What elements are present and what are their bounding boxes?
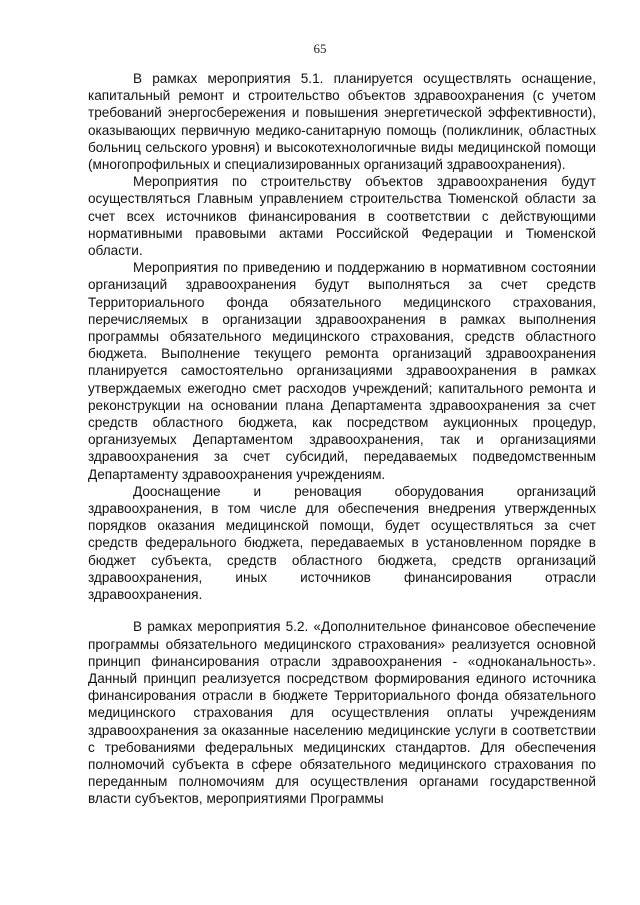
- paragraph: Мероприятия по строительству объектов здравоохранения будут осуществляться Главным управлением строительства Тюменской области за счет всех источников финансирования в соответствии с действующими нормативными правовыми актами Российской Федерации и Тюменской области.: [88, 174, 596, 259]
- paragraph: В рамках мероприятия 5.2. «Дополнительное финансовое обеспечение программы обязательного медицинского страхования» реализуется основной принцип финансирования отрасли здравоохранения - «одноканальность». Данный принцип реализуется посредством формирования единого источника финансирования отрасли в бюджете Территориального фонда обязательного медицинского страхования для осуществления оплаты учреждениям здравоохранения за оказанные населению медицинские услуги в соответствии с требованиями федеральных медицинских стандартов. Для обеспечения полномочий субъекта в сфере обязательного медицинского страхования по переданным полномочиям для осуществления органами государственной власти субъектов, мероприятиями Программы: [88, 619, 596, 807]
- document-body: [88, 70, 596, 808]
- section-gap: [88, 603, 596, 618]
- paragraph: Мероприятия по приведению и поддержанию в нормативном состоянии организаций здравоохранения будут выполняться за счет средств Территориального фонда обязательного медицинского страхования, перечисляемых в организации здравоохранения в рамках выполнения программы обязательного медицинского страхования, средств областного бюджета. Выполнение текущего ремонта организаций здравоохранения планируется самостоятельно организациями здравоохранения в рамках утверждаемых ежегодно смет расходов учреждений; капитального ремонта и реконструкции на основании плана Департамента здравоохранения за счет средств областного бюджета, как посредством аукционных процедур, организуемых Департаментом здравоохранения, так и организациями здравоохранения за счет субсидий, передаваемых подведомственным Департаменту здравоохранения учреждениям.: [88, 260, 596, 482]
- paragraph: В рамках мероприятия 5.1. планируется осуществлять оснащение, капитальный ремонт и строительство объектов здравоохранения (с учетом требований энергосбережения и повышения энергетической эффективности), оказывающих первичную медико-санитарную помощь (поликлиник, областных больниц сельского уровня) и высокотехнологичные виды медицинской помощи (многопрофильных и специализированных организаций здравоохранения).: [88, 71, 596, 173]
- page-number: 65: [313, 41, 327, 56]
- paragraph: Дооснащение и реновация оборудования организаций здравоохранения, в том числе для обеспечения внедрения утвержденных порядков оказания медицинской помощи, будет осуществляться за счет средств федерального бюджета, передаваемых в установленном порядке в бюджет субъекта, средств областного бюджета, средств организаций здравоохранения, иных источников финансирования отрасли здравоохранения.: [88, 483, 596, 603]
